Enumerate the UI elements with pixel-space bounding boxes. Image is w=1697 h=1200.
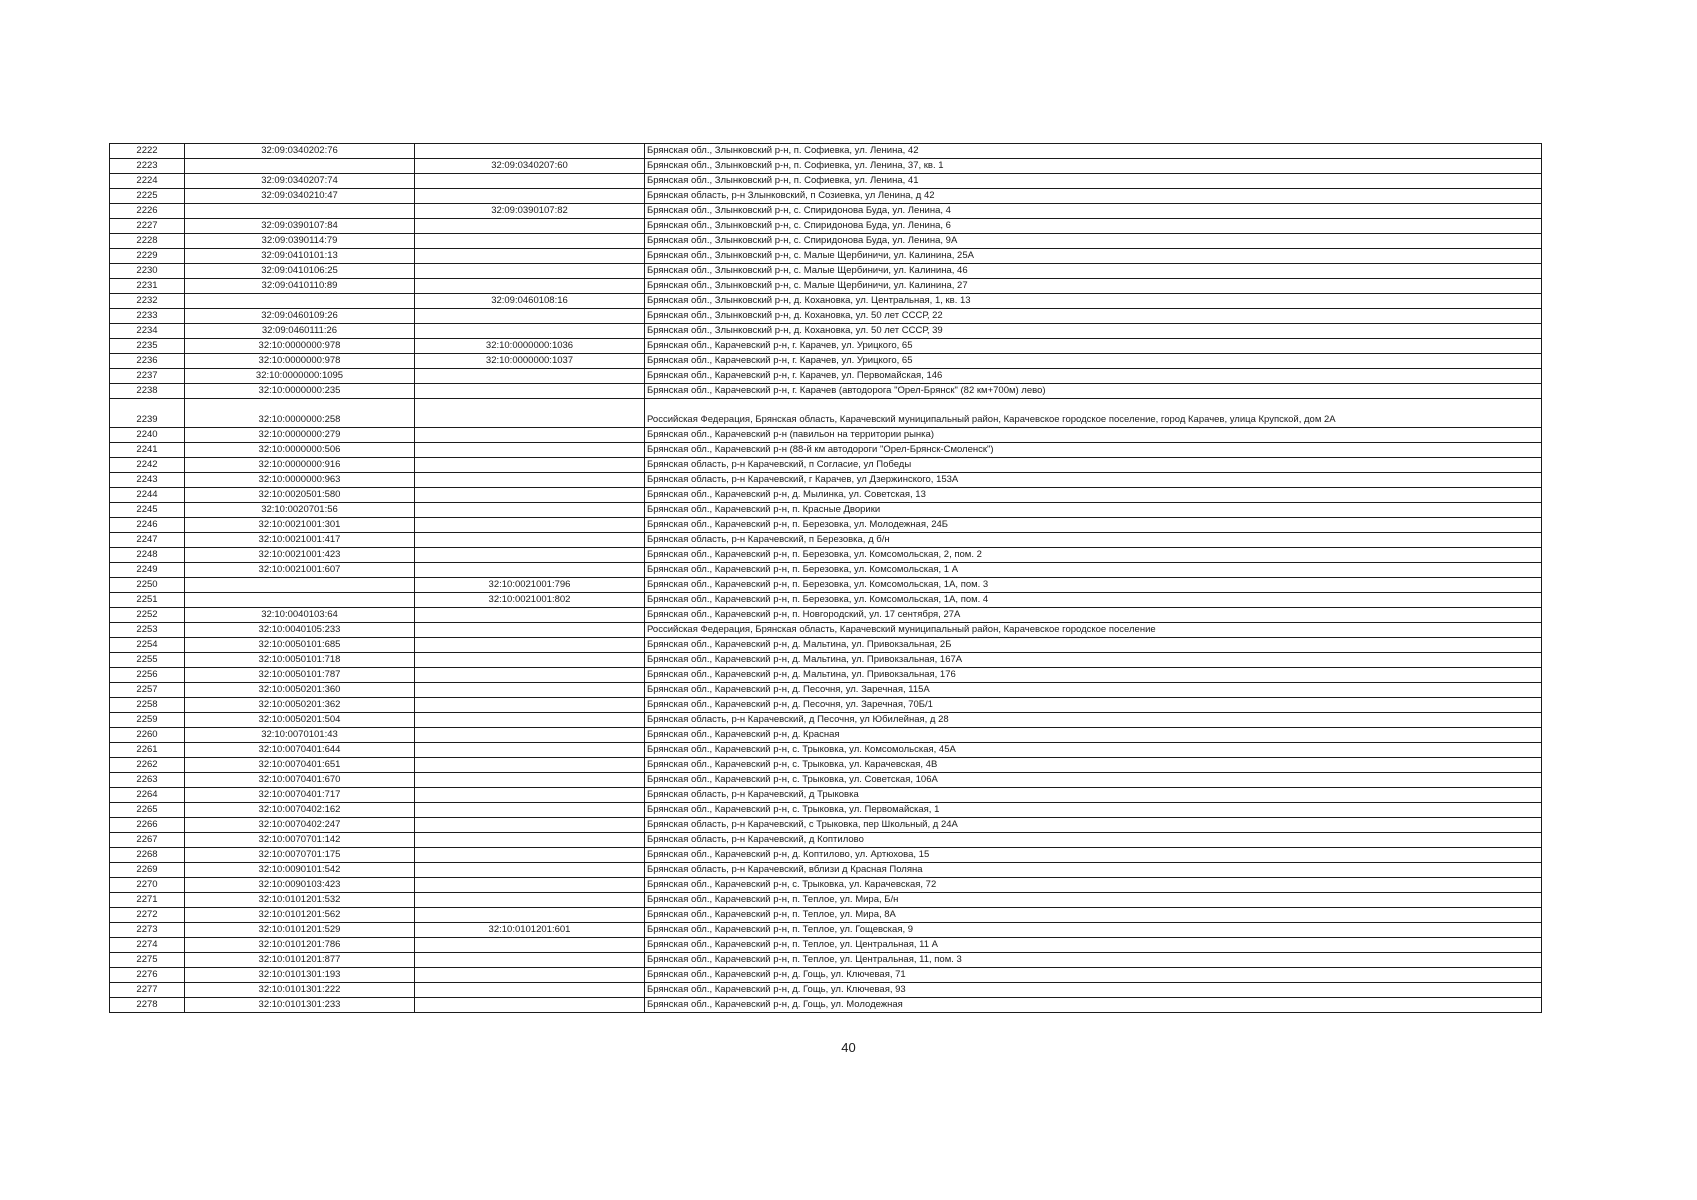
row-number-cell: 2261 bbox=[110, 743, 185, 758]
table-row bbox=[110, 818, 1542, 833]
linked-cadastral-number-cell bbox=[415, 683, 645, 698]
cadastral-number-cell: 32:09:0390107:84 bbox=[185, 219, 415, 234]
linked-cadastral-number-cell bbox=[415, 399, 645, 428]
linked-cadastral-number-cell bbox=[415, 309, 645, 324]
registry-table-body bbox=[110, 144, 1542, 1013]
table-row bbox=[110, 399, 1542, 428]
linked-cadastral-number-cell bbox=[415, 863, 645, 878]
table-row bbox=[110, 264, 1542, 279]
cadastral-number-cell: 32:10:0021001:423 bbox=[185, 548, 415, 563]
linked-cadastral-number-cell bbox=[415, 758, 645, 773]
row-number-cell: 2263 bbox=[110, 773, 185, 788]
linked-cadastral-number-cell: 32:10:0000000:1036 bbox=[415, 339, 645, 354]
linked-cadastral-number-cell bbox=[415, 503, 645, 518]
row-number-cell: 2265 bbox=[110, 803, 185, 818]
table-row bbox=[110, 803, 1542, 818]
table-row bbox=[110, 563, 1542, 578]
address-cell: Брянская обл., Злынковский р-н, п. Софиевка, ул. Ленина, 37, кв. 1 bbox=[645, 159, 1542, 174]
linked-cadastral-number-cell bbox=[415, 144, 645, 159]
cadastral-number-cell: 32:10:0101301:233 bbox=[185, 998, 415, 1013]
table-row bbox=[110, 189, 1542, 204]
address-cell: Брянская обл., Карачевский р-н, д. Коптилово, ул. Артюхова, 15 bbox=[645, 848, 1542, 863]
row-number-cell: 2266 bbox=[110, 818, 185, 833]
address-cell: Брянская область, р-н Карачевский, д Коптилово bbox=[645, 833, 1542, 848]
cadastral-number-cell: 32:10:0020501:580 bbox=[185, 488, 415, 503]
table-row bbox=[110, 668, 1542, 683]
table-row bbox=[110, 683, 1542, 698]
cadastral-number-cell: 32:10:0000000:258 bbox=[185, 399, 415, 428]
linked-cadastral-number-cell bbox=[415, 878, 645, 893]
table-row bbox=[110, 788, 1542, 803]
cadastral-number-cell: 32:10:0070401:670 bbox=[185, 773, 415, 788]
address-cell: Брянская обл., Злынковский р-н, д. Кохановка, ул. 50 лет СССР, 39 bbox=[645, 324, 1542, 339]
cadastral-number-cell: 32:10:0040103:64 bbox=[185, 608, 415, 623]
table-row bbox=[110, 548, 1542, 563]
row-number-cell: 2222 bbox=[110, 144, 185, 159]
linked-cadastral-number-cell bbox=[415, 189, 645, 204]
row-number-cell: 2231 bbox=[110, 279, 185, 294]
cadastral-number-cell bbox=[185, 294, 415, 309]
linked-cadastral-number-cell bbox=[415, 443, 645, 458]
row-number-cell: 2250 bbox=[110, 578, 185, 593]
row-number-cell: 2274 bbox=[110, 938, 185, 953]
linked-cadastral-number-cell bbox=[415, 953, 645, 968]
table-row bbox=[110, 953, 1542, 968]
linked-cadastral-number-cell: 32:10:0000000:1037 bbox=[415, 354, 645, 369]
row-number-cell: 2247 bbox=[110, 533, 185, 548]
cadastral-number-cell: 32:10:0070101:43 bbox=[185, 728, 415, 743]
address-cell: Брянская обл., Карачевский р-н, д. Мальтина, ул. Привокзальная, 2Б bbox=[645, 638, 1542, 653]
table-row bbox=[110, 204, 1542, 219]
table-row bbox=[110, 743, 1542, 758]
table-row bbox=[110, 174, 1542, 189]
linked-cadastral-number-cell bbox=[415, 728, 645, 743]
row-number-cell: 2252 bbox=[110, 608, 185, 623]
row-number-cell: 2277 bbox=[110, 983, 185, 998]
cadastral-number-cell: 32:10:0101201:529 bbox=[185, 923, 415, 938]
linked-cadastral-number-cell bbox=[415, 428, 645, 443]
table-row bbox=[110, 863, 1542, 878]
address-cell: Брянская обл., Злынковский р-н, с. Спиридонова Буда, ул. Ленина, 6 bbox=[645, 219, 1542, 234]
row-number-cell: 2226 bbox=[110, 204, 185, 219]
cadastral-number-cell: 32:10:0070401:717 bbox=[185, 788, 415, 803]
linked-cadastral-number-cell bbox=[415, 848, 645, 863]
address-cell: Брянская область, р-н Карачевский, д Песочня, ул Юбилейная, д 28 bbox=[645, 713, 1542, 728]
cadastral-number-cell: 32:10:0070401:644 bbox=[185, 743, 415, 758]
address-cell: Брянская обл., Злынковский р-н, д. Кохановка, ул. Центральная, 1, кв. 13 bbox=[645, 294, 1542, 309]
table-row bbox=[110, 938, 1542, 953]
cadastral-number-cell: 32:10:0050201:504 bbox=[185, 713, 415, 728]
table-row bbox=[110, 848, 1542, 863]
address-cell: Брянская обл., Карачевский р-н, г. Карачев, ул. Первомайская, 146 bbox=[645, 369, 1542, 384]
linked-cadastral-number-cell: 32:10:0101201:601 bbox=[415, 923, 645, 938]
table-row bbox=[110, 443, 1542, 458]
address-cell: Брянская обл., Карачевский р-н, с. Трыковка, ул. Карачевская, 72 bbox=[645, 878, 1542, 893]
cadastral-number-cell: 32:10:0101301:222 bbox=[185, 983, 415, 998]
linked-cadastral-number-cell bbox=[415, 279, 645, 294]
linked-cadastral-number-cell bbox=[415, 773, 645, 788]
row-number-cell: 2230 bbox=[110, 264, 185, 279]
cadastral-number-cell: 32:10:0101201:532 bbox=[185, 893, 415, 908]
row-number-cell: 2264 bbox=[110, 788, 185, 803]
table-row bbox=[110, 968, 1542, 983]
cadastral-number-cell: 32:09:0340210:47 bbox=[185, 189, 415, 204]
linked-cadastral-number-cell bbox=[415, 623, 645, 638]
row-number-cell: 2259 bbox=[110, 713, 185, 728]
row-number-cell: 2269 bbox=[110, 863, 185, 878]
linked-cadastral-number-cell: 32:10:0021001:802 bbox=[415, 593, 645, 608]
table-row bbox=[110, 758, 1542, 773]
cadastral-number-cell: 32:09:0410106:25 bbox=[185, 264, 415, 279]
row-number-cell: 2278 bbox=[110, 998, 185, 1013]
address-cell: Брянская обл., Карачевский р-н, д. Мальтина, ул. Привокзальная, 167А bbox=[645, 653, 1542, 668]
row-number-cell: 2244 bbox=[110, 488, 185, 503]
address-cell: Брянская область, р-н Карачевский, г Карачев, ул Дзержинского, 153А bbox=[645, 473, 1542, 488]
cadastral-number-cell: 32:10:0050201:362 bbox=[185, 698, 415, 713]
address-cell: Брянская обл., Карачевский р-н, п. Новгородский, ул. 17 сентября, 27А bbox=[645, 608, 1542, 623]
row-number-cell: 2223 bbox=[110, 159, 185, 174]
address-cell: Брянская обл., Карачевский р-н, с. Трыковка, ул. Советская, 106А bbox=[645, 773, 1542, 788]
address-cell: Брянская обл., Карачевский р-н, г. Карачев, ул. Урицкого, 65 bbox=[645, 354, 1542, 369]
table-row bbox=[110, 159, 1542, 174]
address-cell: Брянская обл., Карачевский р-н, д. Песочня, ул. Заречная, 70Б/1 bbox=[645, 698, 1542, 713]
linked-cadastral-number-cell bbox=[415, 893, 645, 908]
row-number-cell: 2268 bbox=[110, 848, 185, 863]
address-cell: Брянская область, р-н Карачевский, вблизи д Красная Поляна bbox=[645, 863, 1542, 878]
linked-cadastral-number-cell bbox=[415, 938, 645, 953]
address-cell: Брянская обл., Карачевский р-н, д. Красная bbox=[645, 728, 1542, 743]
address-cell: Российская Федерация, Брянская область, Карачевский муниципальный район, Карачевское городское поселение bbox=[645, 623, 1542, 638]
table-row bbox=[110, 503, 1542, 518]
table-row bbox=[110, 324, 1542, 339]
table-row bbox=[110, 623, 1542, 638]
address-cell: Брянская область, р-н Карачевский, п Согласие, ул Победы bbox=[645, 458, 1542, 473]
row-number-cell: 2251 bbox=[110, 593, 185, 608]
row-number-cell: 2249 bbox=[110, 563, 185, 578]
address-cell: Брянская обл., Карачевский р-н, п. Красные Дворики bbox=[645, 503, 1542, 518]
address-cell: Брянская область, р-н Злынковский, п Созиевка, ул Ленина, д 42 bbox=[645, 189, 1542, 204]
cadastral-number-cell: 32:10:0021001:417 bbox=[185, 533, 415, 548]
address-cell: Российская Федерация, Брянская область, Карачевский муниципальный район, Карачевское городское поселение, город Карачев, улица Крупской, дом 2А bbox=[645, 399, 1542, 428]
cadastral-number-cell: 32:10:0070402:247 bbox=[185, 818, 415, 833]
cadastral-number-cell: 32:10:0101201:786 bbox=[185, 938, 415, 953]
linked-cadastral-number-cell: 32:09:0460108:16 bbox=[415, 294, 645, 309]
linked-cadastral-number-cell bbox=[415, 803, 645, 818]
cadastral-number-cell: 32:10:0000000:506 bbox=[185, 443, 415, 458]
table-row bbox=[110, 369, 1542, 384]
row-number-cell: 2237 bbox=[110, 369, 185, 384]
cadastral-number-cell: 32:10:0101201:562 bbox=[185, 908, 415, 923]
row-number-cell: 2271 bbox=[110, 893, 185, 908]
table-row bbox=[110, 249, 1542, 264]
linked-cadastral-number-cell bbox=[415, 458, 645, 473]
address-cell: Брянская обл., Карачевский р-н, п. Березовка, ул. Молодежная, 24Б bbox=[645, 518, 1542, 533]
linked-cadastral-number-cell: 32:09:0340207:60 bbox=[415, 159, 645, 174]
table-row bbox=[110, 983, 1542, 998]
address-cell: Брянская обл., Злынковский р-н, с. Спиридонова Буда, ул. Ленина, 4 bbox=[645, 204, 1542, 219]
table-row bbox=[110, 923, 1542, 938]
row-number-cell: 2262 bbox=[110, 758, 185, 773]
row-number-cell: 2270 bbox=[110, 878, 185, 893]
row-number-cell: 2229 bbox=[110, 249, 185, 264]
table-row bbox=[110, 339, 1542, 354]
address-cell: Брянская обл., Карачевский р-н, п. Теплое, ул. Центральная, 11 А bbox=[645, 938, 1542, 953]
linked-cadastral-number-cell bbox=[415, 668, 645, 683]
row-number-cell: 2253 bbox=[110, 623, 185, 638]
row-number-cell: 2255 bbox=[110, 653, 185, 668]
cadastral-number-cell: 32:10:0090103:423 bbox=[185, 878, 415, 893]
address-cell: Брянская обл., Карачевский р-н, д. Гощь, ул. Молодежная bbox=[645, 998, 1542, 1013]
address-cell: Брянская обл., Карачевский р-н, д. Гощь, ул. Ключевая, 93 bbox=[645, 983, 1542, 998]
row-number-cell: 2236 bbox=[110, 354, 185, 369]
linked-cadastral-number-cell bbox=[415, 488, 645, 503]
cadastral-number-cell: 32:09:0340202:76 bbox=[185, 144, 415, 159]
table-row bbox=[110, 533, 1542, 548]
row-number-cell: 2238 bbox=[110, 384, 185, 399]
cadastral-number-cell: 32:10:0070401:651 bbox=[185, 758, 415, 773]
linked-cadastral-number-cell bbox=[415, 264, 645, 279]
cadastral-number-cell: 32:10:0050101:787 bbox=[185, 668, 415, 683]
address-cell: Брянская обл., Карачевский р-н, с. Трыковка, ул. Первомайская, 1 bbox=[645, 803, 1542, 818]
row-number-cell: 2240 bbox=[110, 428, 185, 443]
table-row bbox=[110, 578, 1542, 593]
address-cell: Брянская обл., Карачевский р-н, п. Теплое, ул. Мира, 8А bbox=[645, 908, 1542, 923]
linked-cadastral-number-cell bbox=[415, 608, 645, 623]
address-cell: Брянская обл., Карачевский р-н, п. Теплое, ул. Гощевская, 9 bbox=[645, 923, 1542, 938]
linked-cadastral-number-cell bbox=[415, 563, 645, 578]
linked-cadastral-number-cell bbox=[415, 998, 645, 1013]
address-cell: Брянская область, р-н Карачевский, с Трыковка, пер Школьный, д 24А bbox=[645, 818, 1542, 833]
address-cell: Брянская область, р-н Карачевский, п Березовка, д б/н bbox=[645, 533, 1542, 548]
cadastral-number-cell: 32:10:0021001:607 bbox=[185, 563, 415, 578]
table-row bbox=[110, 279, 1542, 294]
table-row bbox=[110, 893, 1542, 908]
cadastral-number-cell: 32:10:0070701:175 bbox=[185, 848, 415, 863]
row-number-cell: 2260 bbox=[110, 728, 185, 743]
address-cell: Брянская обл., Злынковский р-н, с. Малые Щербиничи, ул. Калинина, 46 bbox=[645, 264, 1542, 279]
address-cell: Брянская обл., Злынковский р-н, д. Кохановка, ул. 50 лет СССР, 22 bbox=[645, 309, 1542, 324]
cadastral-number-cell: 32:10:0000000:978 bbox=[185, 339, 415, 354]
address-cell: Брянская область, р-н Карачевский, д Трыковка bbox=[645, 788, 1542, 803]
table-row bbox=[110, 998, 1542, 1013]
row-number-cell: 2227 bbox=[110, 219, 185, 234]
row-number-cell: 2225 bbox=[110, 189, 185, 204]
table-row bbox=[110, 473, 1542, 488]
linked-cadastral-number-cell bbox=[415, 638, 645, 653]
cadastral-number-cell: 32:10:0070402:162 bbox=[185, 803, 415, 818]
cadastral-number-cell: 32:09:0390114:79 bbox=[185, 234, 415, 249]
cadastral-number-cell: 32:09:0340207:74 bbox=[185, 174, 415, 189]
cadastral-number-cell: 32:09:0410110:89 bbox=[185, 279, 415, 294]
row-number-cell: 2248 bbox=[110, 548, 185, 563]
table-row bbox=[110, 219, 1542, 234]
linked-cadastral-number-cell: 32:10:0021001:796 bbox=[415, 578, 645, 593]
table-row bbox=[110, 728, 1542, 743]
address-cell: Брянская обл., Карачевский р-н, д. Гощь, ул. Ключевая, 71 bbox=[645, 968, 1542, 983]
address-cell: Брянская обл., Карачевский р-н, д. Мальтина, ул. Привокзальная, 176 bbox=[645, 668, 1542, 683]
cadastral-number-cell bbox=[185, 204, 415, 219]
cadastral-number-cell: 32:09:0410101:13 bbox=[185, 249, 415, 264]
cadastral-number-cell: 32:10:0000000:978 bbox=[185, 354, 415, 369]
row-number-cell: 2234 bbox=[110, 324, 185, 339]
row-number-cell: 2241 bbox=[110, 443, 185, 458]
row-number-cell: 2257 bbox=[110, 683, 185, 698]
cadastral-number-cell: 32:10:0050201:360 bbox=[185, 683, 415, 698]
row-number-cell: 2228 bbox=[110, 234, 185, 249]
cadastral-number-cell: 32:10:0000000:279 bbox=[185, 428, 415, 443]
address-cell: Брянская обл., Карачевский р-н, д. Мылинка, ул. Советская, 13 bbox=[645, 488, 1542, 503]
address-cell: Брянская обл., Карачевский р-н (88-й км автодороги "Орел-Брянск-Смоленск") bbox=[645, 443, 1542, 458]
address-cell: Брянская обл., Злынковский р-н, п. Софиевка, ул. Ленина, 41 bbox=[645, 174, 1542, 189]
row-number-cell: 2273 bbox=[110, 923, 185, 938]
cadastral-number-cell bbox=[185, 578, 415, 593]
cadastral-number-cell: 32:10:0101201:877 bbox=[185, 953, 415, 968]
linked-cadastral-number-cell bbox=[415, 174, 645, 189]
table-row bbox=[110, 638, 1542, 653]
linked-cadastral-number-cell bbox=[415, 743, 645, 758]
row-number-cell: 2276 bbox=[110, 968, 185, 983]
address-cell: Брянская обл., Карачевский р-н, п. Теплое, ул. Центральная, 11, пом. 3 bbox=[645, 953, 1542, 968]
address-cell: Брянская обл., Карачевский р-н (павильон на территории рынка) bbox=[645, 428, 1542, 443]
linked-cadastral-number-cell: 32:09:0390107:82 bbox=[415, 204, 645, 219]
address-cell: Брянская обл., Карачевский р-н, п. Березовка, ул. Комсомольская, 1А, пом. 4 bbox=[645, 593, 1542, 608]
row-number-cell: 2224 bbox=[110, 174, 185, 189]
table-row bbox=[110, 593, 1542, 608]
table-row bbox=[110, 518, 1542, 533]
linked-cadastral-number-cell bbox=[415, 698, 645, 713]
cadastral-number-cell bbox=[185, 159, 415, 174]
linked-cadastral-number-cell bbox=[415, 324, 645, 339]
address-cell: Брянская обл., Карачевский р-н, с. Трыковка, ул. Комсомольская, 45А bbox=[645, 743, 1542, 758]
row-number-cell: 2272 bbox=[110, 908, 185, 923]
linked-cadastral-number-cell bbox=[415, 473, 645, 488]
row-number-cell: 2245 bbox=[110, 503, 185, 518]
table-row bbox=[110, 458, 1542, 473]
row-number-cell: 2232 bbox=[110, 294, 185, 309]
address-cell: Брянская обл., Карачевский р-н, п. Теплое, ул. Мира, Б/н bbox=[645, 893, 1542, 908]
table-row bbox=[110, 653, 1542, 668]
linked-cadastral-number-cell bbox=[415, 219, 645, 234]
row-number-cell: 2275 bbox=[110, 953, 185, 968]
linked-cadastral-number-cell bbox=[415, 533, 645, 548]
table-row bbox=[110, 354, 1542, 369]
cadastral-number-cell: 32:10:0000000:916 bbox=[185, 458, 415, 473]
table-row bbox=[110, 428, 1542, 443]
row-number-cell: 2233 bbox=[110, 309, 185, 324]
cadastral-number-cell: 32:10:0101301:193 bbox=[185, 968, 415, 983]
linked-cadastral-number-cell bbox=[415, 249, 645, 264]
linked-cadastral-number-cell bbox=[415, 788, 645, 803]
address-cell: Брянская обл., Карачевский р-н, п. Березовка, ул. Комсомольская, 2, пом. 2 bbox=[645, 548, 1542, 563]
linked-cadastral-number-cell bbox=[415, 653, 645, 668]
row-number-cell: 2267 bbox=[110, 833, 185, 848]
cadastral-number-cell: 32:09:0460109:26 bbox=[185, 309, 415, 324]
row-number-cell: 2243 bbox=[110, 473, 185, 488]
linked-cadastral-number-cell bbox=[415, 908, 645, 923]
table-row bbox=[110, 773, 1542, 788]
linked-cadastral-number-cell bbox=[415, 518, 645, 533]
registry-table bbox=[109, 143, 1542, 1013]
address-cell: Брянская обл., Злынковский р-н, п. Софиевка, ул. Ленина, 42 bbox=[645, 144, 1542, 159]
cadastral-number-cell: 32:10:0000000:963 bbox=[185, 473, 415, 488]
table-row bbox=[110, 833, 1542, 848]
cadastral-number-cell bbox=[185, 593, 415, 608]
cadastral-number-cell: 32:09:0460111:26 bbox=[185, 324, 415, 339]
linked-cadastral-number-cell bbox=[415, 983, 645, 998]
linked-cadastral-number-cell bbox=[415, 818, 645, 833]
cadastral-number-cell: 32:10:0070701:142 bbox=[185, 833, 415, 848]
row-number-cell: 2239 bbox=[110, 399, 185, 428]
cadastral-number-cell: 32:10:0050101:718 bbox=[185, 653, 415, 668]
row-number-cell: 2256 bbox=[110, 668, 185, 683]
address-cell: Брянская обл., Карачевский р-н, п. Березовка, ул. Комсомольская, 1 А bbox=[645, 563, 1542, 578]
table-row bbox=[110, 234, 1542, 249]
linked-cadastral-number-cell bbox=[415, 234, 645, 249]
address-cell: Брянская обл., Злынковский р-н, с. Малые Щербиничи, ул. Калинина, 27 bbox=[645, 279, 1542, 294]
linked-cadastral-number-cell bbox=[415, 384, 645, 399]
linked-cadastral-number-cell bbox=[415, 833, 645, 848]
row-number-cell: 2235 bbox=[110, 339, 185, 354]
address-cell: Брянская обл., Карачевский р-н, д. Песочня, ул. Заречная, 115А bbox=[645, 683, 1542, 698]
table-row bbox=[110, 713, 1542, 728]
cadastral-number-cell: 32:10:0090101:542 bbox=[185, 863, 415, 878]
row-number-cell: 2246 bbox=[110, 518, 185, 533]
address-cell: Брянская обл., Злынковский р-н, с. Малые Щербиничи, ул. Калинина, 25А bbox=[645, 249, 1542, 264]
cadastral-number-cell: 32:10:0000000:1095 bbox=[185, 369, 415, 384]
table-row bbox=[110, 294, 1542, 309]
table-row bbox=[110, 878, 1542, 893]
table-row bbox=[110, 608, 1542, 623]
cadastral-number-cell: 32:10:0020701:56 bbox=[185, 503, 415, 518]
table-row bbox=[110, 488, 1542, 503]
row-number-cell: 2254 bbox=[110, 638, 185, 653]
address-cell: Брянская обл., Карачевский р-н, г. Карачев, ул. Урицкого, 65 bbox=[645, 339, 1542, 354]
cadastral-number-cell: 32:10:0040105:233 bbox=[185, 623, 415, 638]
linked-cadastral-number-cell bbox=[415, 548, 645, 563]
address-cell: Брянская обл., Карачевский р-н, с. Трыковка, ул. Карачевская, 4В bbox=[645, 758, 1542, 773]
table-row bbox=[110, 309, 1542, 324]
linked-cadastral-number-cell bbox=[415, 369, 645, 384]
table-row bbox=[110, 908, 1542, 923]
cadastral-number-cell: 32:10:0050101:685 bbox=[185, 638, 415, 653]
linked-cadastral-number-cell bbox=[415, 968, 645, 983]
address-cell: Брянская обл., Карачевский р-н, г. Карачев (автодорога "Орел-Брянск" (82 км+700м) лево) bbox=[645, 384, 1542, 399]
cadastral-number-cell: 32:10:0000000:235 bbox=[185, 384, 415, 399]
page-number: 40 bbox=[841, 1040, 856, 1055]
table-row bbox=[110, 144, 1542, 159]
linked-cadastral-number-cell bbox=[415, 713, 645, 728]
row-number-cell: 2258 bbox=[110, 698, 185, 713]
address-cell: Брянская обл., Злынковский р-н, с. Спиридонова Буда, ул. Ленина, 9А bbox=[645, 234, 1542, 249]
cadastral-number-cell: 32:10:0021001:301 bbox=[185, 518, 415, 533]
table-row bbox=[110, 384, 1542, 399]
row-number-cell: 2242 bbox=[110, 458, 185, 473]
table-row bbox=[110, 698, 1542, 713]
address-cell: Брянская обл., Карачевский р-н, п. Березовка, ул. Комсомольская, 1А, пом. 3 bbox=[645, 578, 1542, 593]
